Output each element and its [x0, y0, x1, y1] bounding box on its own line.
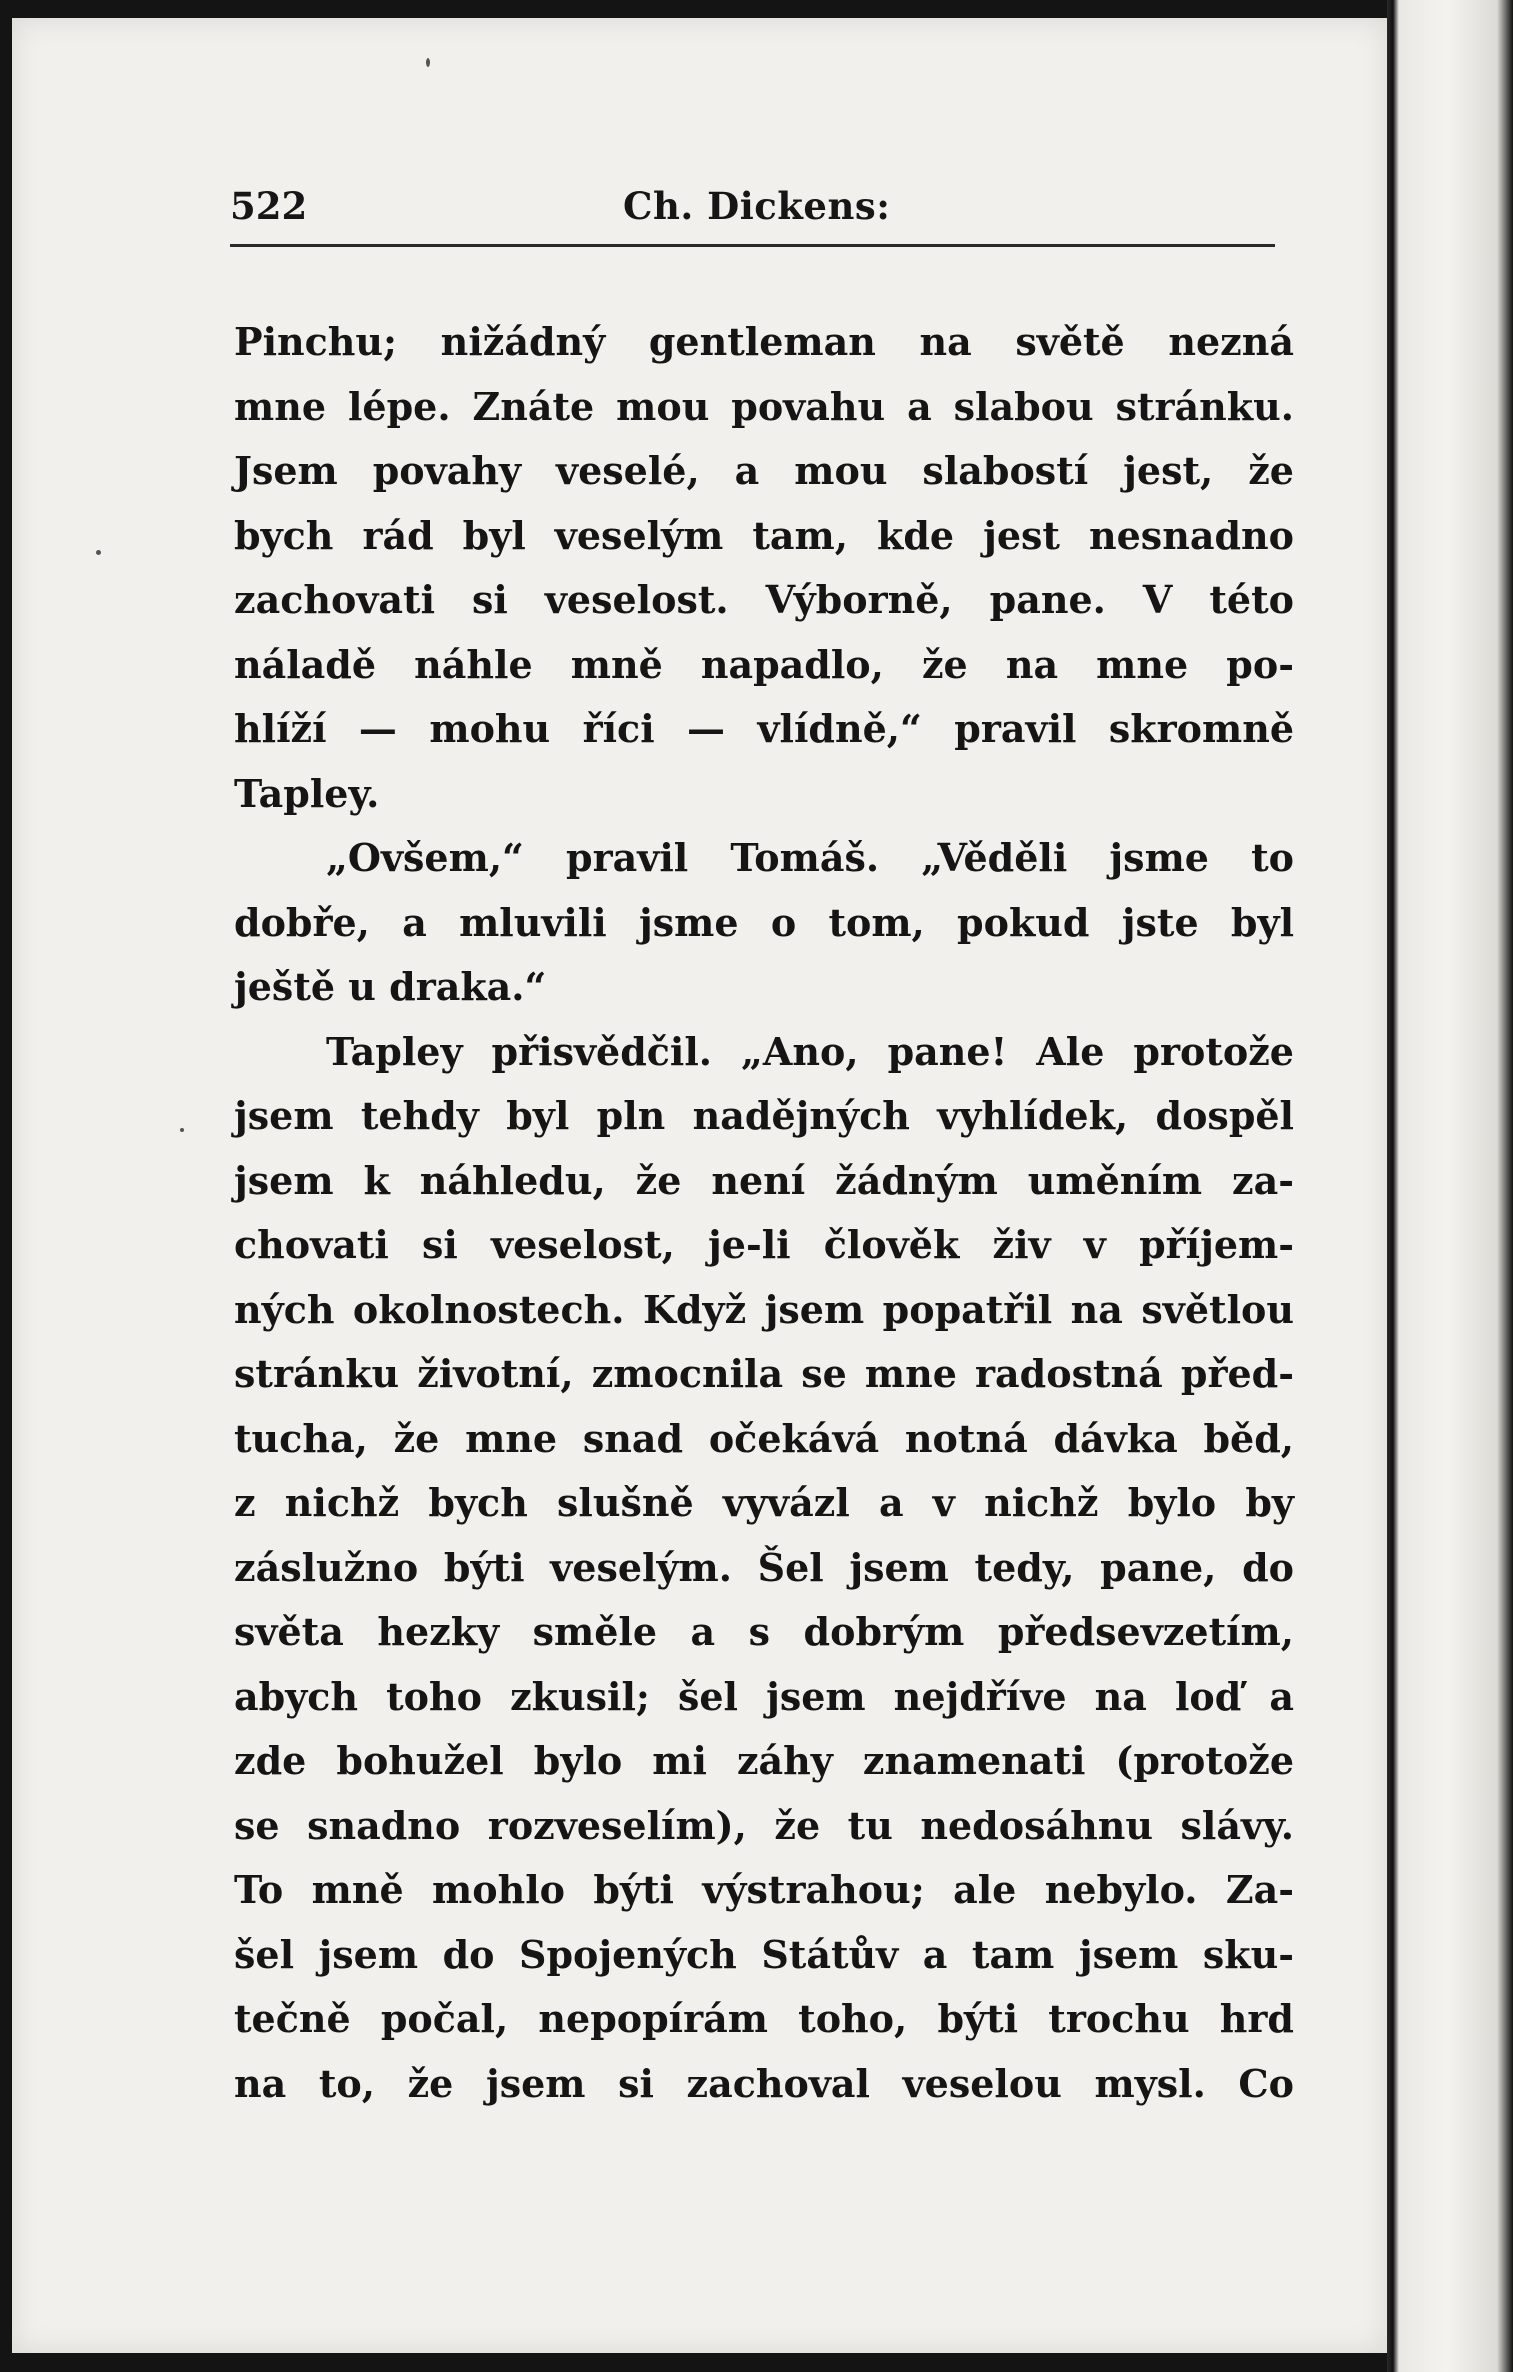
running-head: Ch. Dickens:: [623, 184, 891, 228]
text-line: abych toho zkusil; šel jsem nejdříve na loď a: [234, 1673, 1294, 1719]
text-line: Tapley přisvědčil. „Ano, pane! Ale protože: [326, 1028, 1294, 1074]
text-line: stránku životní, zmocnila se mne radostná před-: [234, 1351, 1294, 1396]
text-line: chovati si veselost, je-li člověk živ v příjem-: [234, 1222, 1294, 1267]
text-line: Pinchu; nižádný gentleman na světě nezná: [234, 319, 1294, 364]
page-header: [230, 176, 1270, 232]
text-line: Jsem povahy veselé, a mou slabostí jest, že: [234, 448, 1294, 493]
text-line: hlíží — mohu říci — vlídně,“ pravil skromně: [234, 706, 1294, 751]
text-line: se snadno rozveselím), že tu nedosáhnu slávy.: [234, 1802, 1294, 1848]
text-line: na to, že jsem si zachoval veselou mysl. Co: [234, 2060, 1294, 2106]
page-number: 522: [230, 184, 308, 228]
text-line: „Ovšem,“ pravil Tomáš. „Věděli jsme to: [326, 835, 1294, 880]
text-line: bych rád byl veselým tam, kde jest nesnadno: [234, 512, 1294, 558]
text-line: tucha, že mne snad očekává notná dávka běd,: [234, 1415, 1294, 1461]
header-rule: [230, 244, 1275, 247]
text-line: dobře, a mluvili jsme o tom, pokud jste byl: [234, 899, 1294, 945]
print-speck: [426, 58, 430, 67]
text-line: náladě náhle mně napadlo, že na mne po-: [234, 641, 1294, 687]
text-line: z nichž bych slušně vyvázl a v nichž bylo by: [234, 1480, 1294, 1525]
text-line: světa hezky směle a s dobrým předsevzetím,: [234, 1609, 1294, 1654]
text-line: ještě u draka.“: [234, 964, 547, 1009]
text-line: zde bohužel bylo mi záhy znamenati (protože: [234, 1738, 1294, 1783]
text-line: ných okolnostech. Když jsem popatřil na světlou: [234, 1286, 1294, 1332]
text-line: To mně mohlo býti výstrahou; ale nebylo. Za-: [234, 1867, 1294, 1912]
text-line: jsem tehdy byl pln nadějných vyhlídek, dospěl: [234, 1093, 1294, 1138]
text-line: zachovati si veselost. Výborně, pane. V této: [234, 577, 1294, 622]
text-line: Tapley.: [234, 770, 380, 816]
book-gutter: [1387, 0, 1513, 2372]
print-speck: [96, 550, 101, 555]
text-line: mne lépe. Znáte mou povahu a slabou stránku.: [234, 383, 1294, 429]
text-line: tečně počal, nepopírám toho, býti trochu hrd: [234, 1996, 1294, 2041]
text-line: šel jsem do Spojených Státův a tam jsem sku-: [234, 1931, 1294, 1977]
text-line: jsem k náhledu, že není žádným uměním za-: [234, 1157, 1294, 1203]
print-speck: [180, 1128, 184, 1132]
text-line: záslužno býti veselým. Šel jsem tedy, pane, do: [234, 1544, 1294, 1590]
body-text: [234, 310, 1294, 2116]
